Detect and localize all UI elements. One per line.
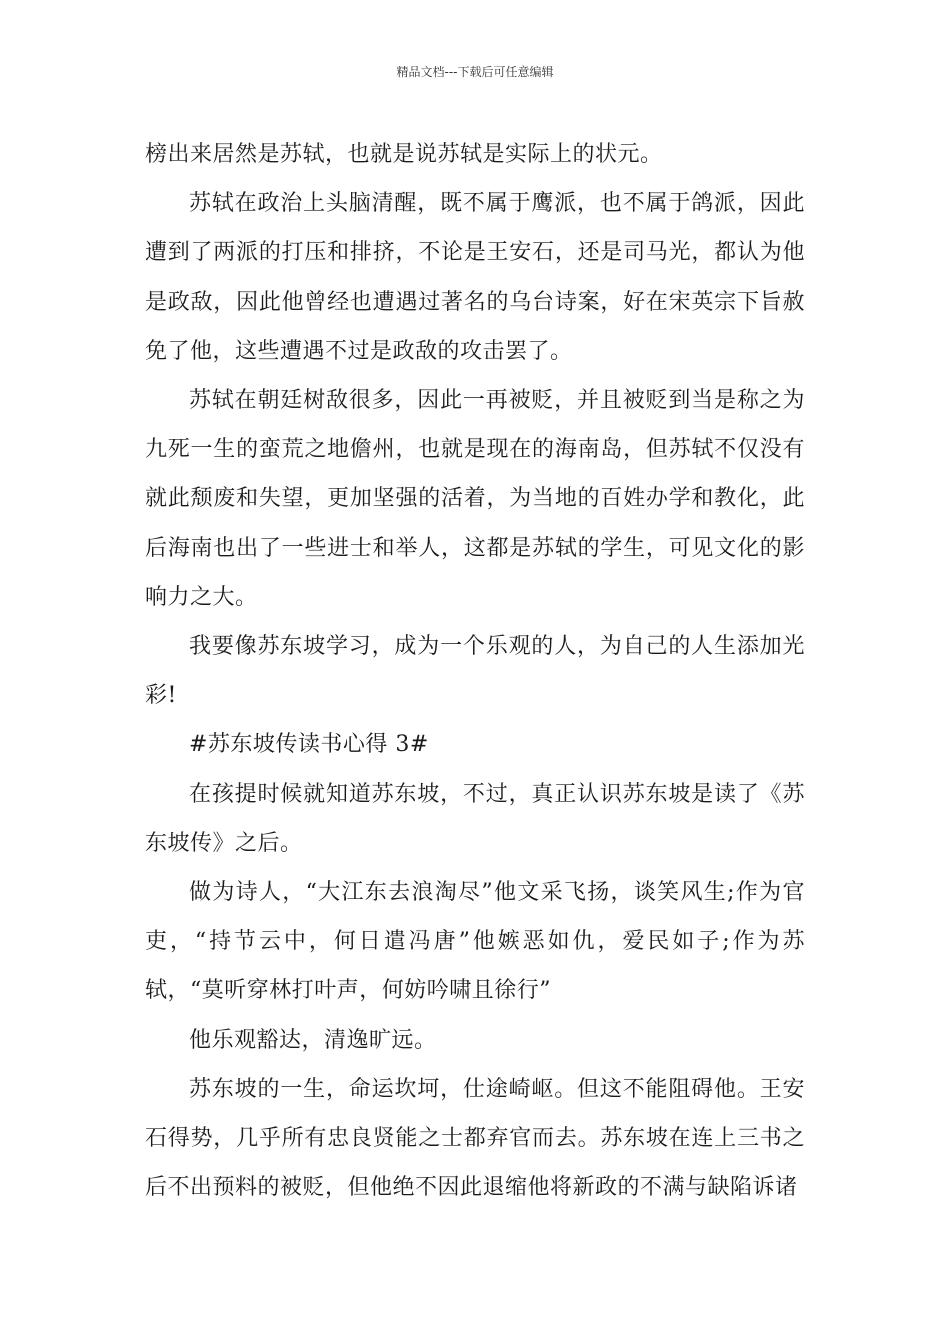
document-body bbox=[145, 130, 805, 1212]
paragraph-5: 在孩提时候就知道苏东坡，不过，真正认识苏东坡是读了《苏东坡传》之后。 bbox=[145, 781, 805, 856]
page-header: 精品文档---下载后可任意编辑 bbox=[396, 65, 554, 79]
paragraph-4: 我要像苏东坡学习，成为一个乐观的人，为自己的人生添加光彩! bbox=[145, 634, 805, 709]
paragraph-7: 他乐观豁达，清逸旷远。 bbox=[189, 1027, 437, 1053]
paragraph-8: 苏东坡的一生，命运坎坷，仕途崎岖。但这不能阻碍他。王安石得势，几乎所有忠良贤能之士都弃官而去。苏东坡在连上三书之后不出预料的被贬，但他绝不因此退缩他将新政的不满与缺陷诉诸 bbox=[145, 1076, 805, 1201]
paragraph-3: 苏轼在朝廷树敌很多，因此一再被贬，并且被贬到当是称之为九死一生的蛮荒之地儋州，也就是现在的海南岛，但苏轼不仅没有就此颓废和失望，更加坚强的活着，为当地的百姓办学和教化，此后海南也出了一些进士和举人，这都是苏轼的学生，可见文化的影响力之大。 bbox=[145, 388, 805, 610]
section-heading: #苏东坡传读书心得 3# bbox=[189, 732, 429, 758]
paragraph-2: 苏轼在政治上头脑清醒，既不属于鹰派，也不属于鸽派，因此遭到了两派的打压和排挤，不论是王安石，还是司马光，都认为他是政敌，因此他曾经也遭遇过著名的乌台诗案，好在宋英宗下旨赦免了他，这些遭遇不过是政敌的攻击罢了。 bbox=[145, 191, 805, 364]
paragraph-6: 做为诗人，“大江东去浪淘尽”他文采飞扬，谈笑风生;作为官吏，“持节云中，何日遣冯唐”他嫉恶如仇，爱民如子;作为苏轼，“莫听穿林打叶声，何妨吟啸且徐行” bbox=[145, 880, 805, 1004]
paragraph-1: 榜出来居然是苏轼，也就是说苏轼是实际上的状元。 bbox=[145, 142, 663, 167]
